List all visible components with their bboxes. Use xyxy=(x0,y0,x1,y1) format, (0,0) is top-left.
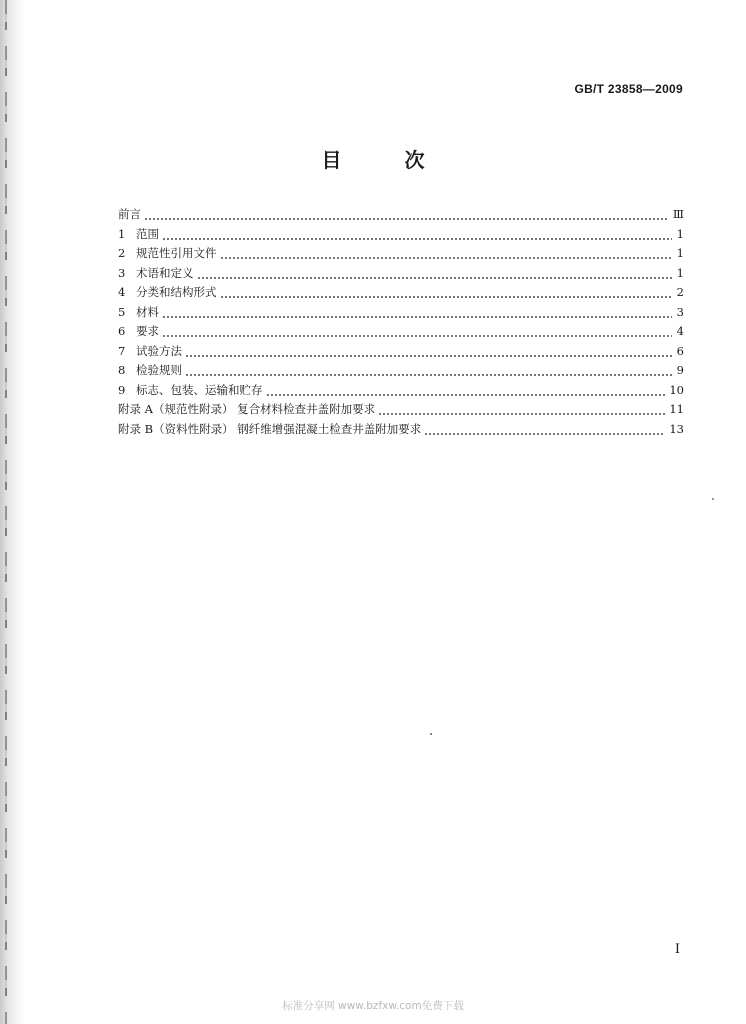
toc-entry-annex-b[interactable] xyxy=(118,420,684,440)
toc-entry-page: 10 xyxy=(669,382,684,397)
dot-leader xyxy=(162,303,672,323)
toc-entry-page: 1 xyxy=(676,226,684,241)
toc-entry-number: 8 xyxy=(118,363,126,377)
toc-entry-label: 检验规则 xyxy=(136,363,182,377)
toc-entry-marking-packaging[interactable] xyxy=(118,381,684,401)
dot-leader xyxy=(424,420,665,440)
toc-entry-page: 9 xyxy=(676,363,684,377)
toc-entry-label: 前言 xyxy=(118,207,141,221)
page-title: 目 次 xyxy=(321,148,453,172)
dot-leader xyxy=(197,264,673,284)
scan-speck xyxy=(712,498,714,500)
toc-entry-label: 标志、包装、运输和贮存 xyxy=(136,382,263,397)
toc-entry-scope[interactable] xyxy=(118,225,684,245)
toc-entry-label: 附录 A（规范性附录） 复合材料检查井盖附加要求 xyxy=(118,402,376,416)
toc-entry-page: 4 xyxy=(676,324,684,338)
dot-leader xyxy=(266,381,666,401)
toc-entry-foreword[interactable] xyxy=(118,205,684,225)
toc-entry-inspection-rules[interactable] xyxy=(118,361,684,381)
toc-entry-page: 2 xyxy=(676,285,684,299)
toc-entry-number: 3 xyxy=(118,265,126,280)
toc-entry-label: 范围 xyxy=(136,226,159,241)
toc-entry-terms-definitions[interactable] xyxy=(118,264,684,284)
toc-entry-number: 4 xyxy=(118,285,126,299)
toc-entry-annex-a[interactable] xyxy=(118,400,684,420)
toc-entry-label: 材料 xyxy=(136,304,159,319)
scan-speck xyxy=(430,733,432,735)
toc-entry-number: 5 xyxy=(118,304,126,319)
toc-entry-page: Ⅲ xyxy=(672,207,684,221)
dot-leader xyxy=(220,283,673,303)
toc-entry-page: 6 xyxy=(676,343,684,358)
dot-leader xyxy=(144,205,669,225)
toc-entry-number: 2 xyxy=(118,246,126,260)
toc-entry-page: 13 xyxy=(669,421,684,436)
document-code: GB/T 23858—2009 xyxy=(574,82,683,96)
toc-entry-page: 11 xyxy=(669,402,684,416)
toc-entry-number: 9 xyxy=(118,382,126,397)
toc-entry-label: 术语和定义 xyxy=(136,265,194,280)
dot-leader xyxy=(185,361,672,381)
toc-entry-label: 规范性引用文件 xyxy=(136,246,217,260)
toc-entry-page: 1 xyxy=(676,265,684,280)
watermark: 标准分享网 www.bzfxw.com免费下载 xyxy=(282,1000,464,1012)
dot-leader xyxy=(185,342,672,362)
toc-entry-normative-references[interactable] xyxy=(118,244,684,264)
toc-entry-number: 7 xyxy=(118,343,126,358)
toc-entry-label: 分类和结构形式 xyxy=(136,285,217,299)
toc-entry-label: 要求 xyxy=(136,324,159,338)
toc-entry-number: 1 xyxy=(118,226,126,241)
dot-leader xyxy=(162,322,672,342)
toc-entry-classification[interactable] xyxy=(118,283,684,303)
dot-leader xyxy=(162,225,672,245)
toc-entry-requirements[interactable] xyxy=(118,322,684,342)
page-number: I xyxy=(674,942,680,957)
toc-entry-test-methods[interactable] xyxy=(118,342,684,362)
table-of-contents xyxy=(118,205,684,439)
toc-entry-label: 附录 B（资料性附录） 钢纤维增强混凝土检查井盖附加要求 xyxy=(118,421,422,436)
dot-leader xyxy=(378,400,665,420)
dot-leader xyxy=(220,244,673,264)
toc-entry-label: 试验方法 xyxy=(136,343,182,358)
toc-entry-page: 1 xyxy=(676,246,684,260)
toc-entry-number: 6 xyxy=(118,324,126,338)
toc-entry-page: 3 xyxy=(676,304,684,319)
toc-entry-materials[interactable] xyxy=(118,303,684,323)
